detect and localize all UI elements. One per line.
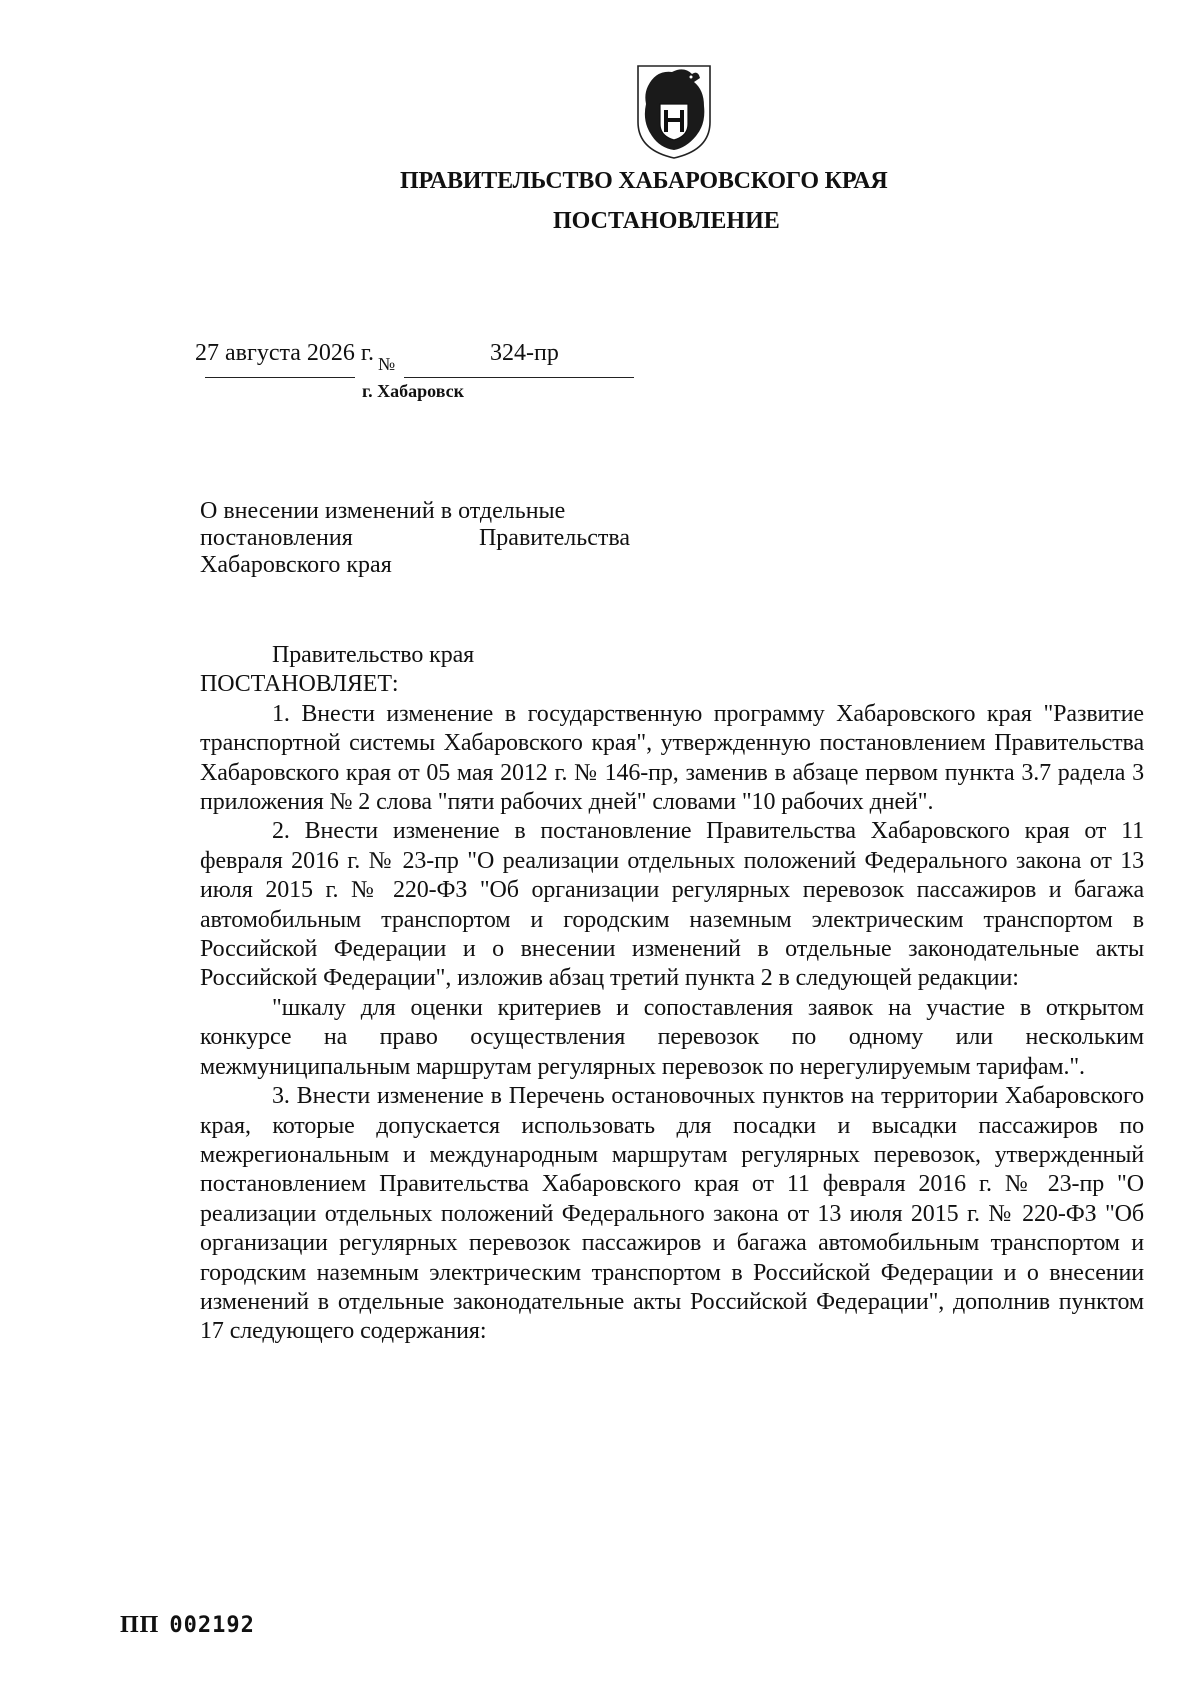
document-subject [200,498,630,579]
resolves-heading: ПОСТАНОВЛЯЕТ: [200,671,399,698]
item-3-paragraph: 3. Внести изменение в Перечень остановочных пунктов на территории Хабаровского края, которые допускается использовать для посадки и высадки пассажиров по межрегиональным и международным маршрутам регулярных перевозок, утвержденный постановлением Правительства Хабаровского края от 11 февраля 2016 г. № 23-пр "О реализации отдельных положений Федерального закона от 13 июля 2015 г. № 220-ФЗ "Об организации регулярных перевозок пассажиров и багажа автомобильным транспортом и городским наземным электрическим транспортом в Российской Федерации и о внесении изменений в отдельные законодательные акты Российской Федерации", дополнив пунктом 17 следующего содержания: [200,1083,1144,1345]
date-underline [205,377,355,378]
footer-code-prefix: ПП [120,1612,160,1638]
emblem-icon [634,60,714,160]
subject-line-1: О внесении изменений в отдельные [200,498,566,524]
number-underline [404,377,634,378]
subject-line-2 [200,525,630,552]
document-city: г. Хабаровск [362,381,465,401]
subject-line-3: Хабаровского края [200,552,392,578]
subject-line-2-right: Правительства [478,525,630,551]
document-number: 324-пр [490,340,559,366]
document-type: ПОСТАНОВЛЕНИЕ [553,208,780,234]
subject-line-2-left: постановления [200,525,353,551]
organization-title: ПРАВИТЕЛЬСТВО ХАБАРОВСКОГО КРАЯ [400,168,888,194]
footer-form-code [120,1612,255,1639]
footer-code-number: 002192 [169,1613,255,1638]
item-1-paragraph: 1. Внести изменение в государственную программу Хабаровского края "Развитие транспортной системы Хабаровского края", утвержденную постановлением Правительства Хабаровского края от 05 мая 2012 г. № 146-пр, заменив в абзаце первом пункта 3.7 радела 3 приложения № 2 слова "пяти рабочих дней" словами "10 рабочих дней". [200,700,1144,816]
document-date: 27 августа 2026 г. [195,340,375,366]
item-2-quote-paragraph: "шкалу для оценки критериев и сопоставления заявок на участие в открытом конкурсе на право осуществления перевозок по одному или нескольким межмуниципальным маршрутам регулярных перевозок по нерегулируемым тарифам.". [200,994,1144,1080]
document-body [200,641,1144,1347]
item-2-paragraph: 2. Внести изменение в постановление Правительства Хабаровского края от 11 февраля 2016 г. № 23-пр "О реализации отдельных положений Федерального закона от 13 июля 2015 г. № 220-ФЗ "Об организации регулярных перевозок пассажиров и багажа автомобильным транспортом и городским наземным электрическим транспортом в Российской Федерации и о внесении изменений в отдельные законодательные акты Российской Федерации", изложив абзац третий пункта 2 в следующей редакции: [200,818,1144,992]
number-sign: № [378,354,396,374]
coat-of-arms-emblem [634,60,714,160]
preamble: Правительство края [272,642,475,668]
